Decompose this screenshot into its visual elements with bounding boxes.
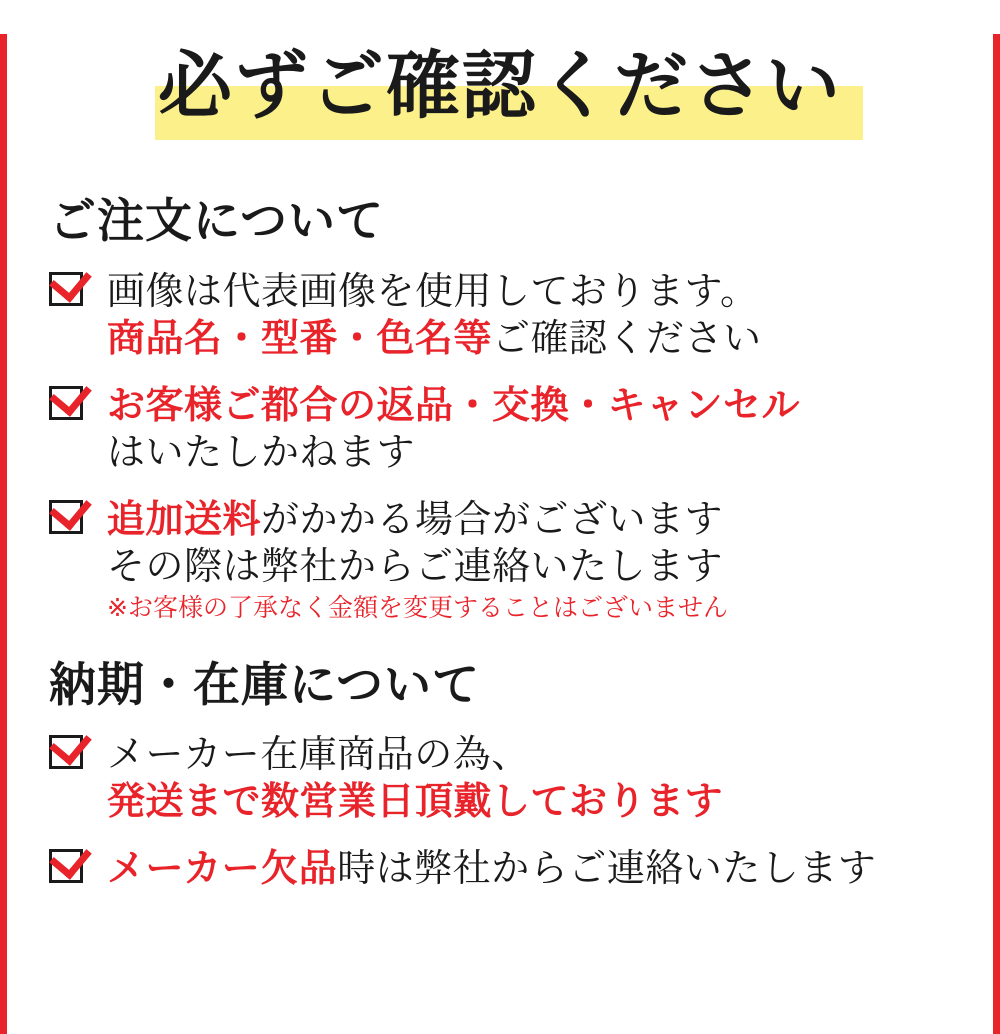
item-note: ※お客様の了承なく金額を変更することはございません bbox=[107, 592, 728, 622]
item-emphasis: 追加送料 bbox=[107, 496, 262, 541]
item-line: 画像は代表画像を使用しております。 bbox=[107, 268, 759, 313]
page-title-area bbox=[7, 34, 993, 144]
section-heading-order: ご注文について bbox=[49, 194, 385, 249]
list-item bbox=[49, 845, 993, 892]
checkmark-icon bbox=[49, 272, 83, 306]
checkmark-icon bbox=[49, 500, 83, 534]
list-item bbox=[49, 382, 993, 476]
notice-page bbox=[0, 34, 1000, 1034]
checkmark-icon bbox=[49, 735, 83, 769]
item-line bbox=[107, 382, 993, 429]
item-text: 時は弊社からご連絡いたします bbox=[337, 846, 877, 891]
item-line: メーカー在庫商品の為、 bbox=[107, 732, 530, 777]
item-text: ご確認ください bbox=[492, 315, 762, 360]
item-line: その際は弊社からご連絡いたします bbox=[107, 543, 724, 588]
item-line: はいたしかねます bbox=[107, 429, 416, 474]
checkmark-icon bbox=[49, 849, 83, 883]
item-text: がかかる場合がございます bbox=[261, 496, 724, 541]
item-line bbox=[107, 778, 993, 825]
page-title: 必ずご確認ください bbox=[158, 43, 842, 129]
item-emphasis: お客様ご都合の返品・交換・キャンセル bbox=[107, 382, 801, 427]
list-item bbox=[49, 496, 993, 626]
section-heading-delivery: 納期・在庫について bbox=[49, 657, 481, 713]
list-item bbox=[49, 268, 993, 362]
item-emphasis: 商品名・型番・色名等 bbox=[107, 315, 493, 360]
list-item bbox=[49, 731, 993, 825]
item-line bbox=[107, 496, 993, 543]
item-emphasis: 発送まで数営業日頂戴しております bbox=[107, 779, 724, 824]
item-emphasis: メーカー欠品 bbox=[107, 846, 338, 891]
checkmark-icon bbox=[49, 386, 83, 420]
item-line bbox=[107, 845, 993, 892]
item-line bbox=[107, 315, 993, 362]
